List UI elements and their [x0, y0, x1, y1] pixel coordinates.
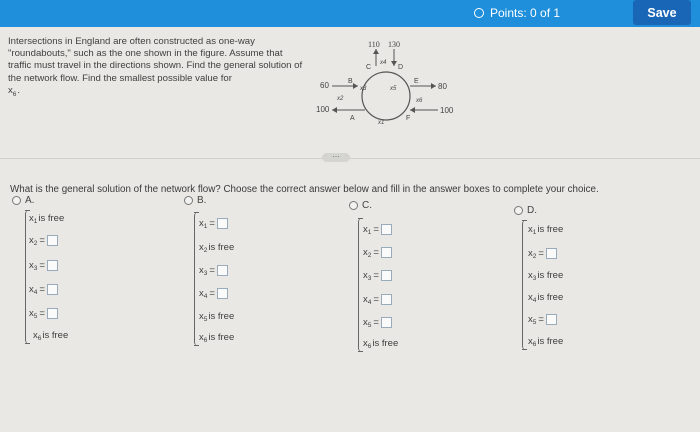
var: x: [363, 270, 368, 281]
text: =: [39, 284, 45, 295]
top-value-2: 130: [388, 40, 400, 49]
section-divider: [0, 158, 700, 159]
a-row-5: [29, 308, 58, 319]
sub: 1: [33, 218, 38, 225]
c-row-1: [363, 224, 392, 235]
text: =: [209, 288, 215, 299]
sub: 5: [33, 313, 38, 320]
option-a[interactable]: [12, 195, 34, 206]
c-row-5: [363, 317, 392, 328]
node-E: E: [414, 78, 419, 85]
d-row-3: [528, 270, 563, 281]
var: x: [29, 308, 34, 319]
edge-x3: x3: [360, 86, 367, 92]
text: =: [39, 260, 45, 271]
text: is free: [38, 213, 65, 224]
answer-prompt: What is the general solution of the network flow? Choose the correct answer below and fill in the answer boxes to complete your choice.: [10, 184, 599, 195]
sub: 1: [367, 229, 372, 236]
points-indicator: [474, 3, 560, 23]
sub: 2: [367, 252, 372, 259]
option-c-label: C.: [362, 200, 372, 211]
sub: 6: [532, 341, 537, 348]
a-row-1: [29, 213, 64, 224]
c-row-2: [363, 247, 392, 258]
var: x: [528, 336, 533, 347]
var: x: [528, 314, 533, 325]
expand-more-button[interactable]: ⋯: [322, 153, 350, 162]
answer-box-c-x4[interactable]: [381, 294, 392, 305]
text: =: [373, 224, 379, 235]
var: x: [199, 332, 204, 343]
text: is free: [208, 311, 235, 322]
a-row-2: [29, 235, 58, 246]
edge-x5: x5: [390, 86, 397, 92]
node-D: D: [398, 64, 404, 71]
option-d-label: D.: [527, 205, 537, 216]
target-var-sub: 6: [12, 90, 17, 98]
save-button[interactable]: Save: [633, 0, 691, 25]
sub: 4: [203, 293, 208, 300]
var: x: [528, 248, 533, 259]
text: =: [373, 247, 379, 258]
var: x: [528, 292, 533, 303]
edge-x6: x6: [416, 98, 423, 104]
text: =: [39, 308, 45, 319]
text: =: [209, 218, 215, 229]
brace-a: [25, 210, 30, 344]
var: x: [528, 224, 533, 235]
answer-box-b-x3[interactable]: [217, 265, 228, 276]
var: x: [199, 218, 204, 229]
d-row-6: [528, 336, 563, 347]
var: x: [199, 311, 204, 322]
circle-icon: [474, 8, 484, 18]
text: =: [373, 294, 379, 305]
target-var-letter: x: [8, 84, 13, 96]
brace-d: [522, 220, 527, 350]
d-row-2: [528, 248, 557, 259]
a-row-4: [29, 284, 58, 295]
node-F: F: [406, 115, 411, 122]
sub: 4: [33, 289, 38, 296]
answer-box-a-x3[interactable]: [47, 260, 58, 271]
var: x: [528, 270, 533, 281]
b-row-6: [199, 332, 234, 343]
node-B: B: [348, 78, 353, 85]
roundabout-ring: [362, 72, 410, 120]
c-row-4: [363, 294, 392, 305]
target-variable: $x_6$.: [8, 84, 21, 98]
network-diagram: [310, 36, 470, 126]
text: is free: [208, 242, 235, 253]
answer-box-c-x3[interactable]: [381, 270, 392, 281]
text: =: [538, 248, 544, 259]
arrowhead-icon: [410, 107, 415, 113]
sub: 5: [532, 319, 537, 326]
text: =: [373, 270, 379, 281]
left-value-100: 100: [316, 105, 330, 114]
text: =: [373, 317, 379, 328]
var: x: [33, 330, 38, 341]
text: is free: [42, 330, 69, 341]
var: x: [363, 224, 368, 235]
question-text: [8, 36, 304, 98]
var: x: [29, 235, 34, 246]
right-value-80: 80: [438, 82, 447, 91]
sub: 6: [37, 335, 42, 342]
arrowhead-icon: [332, 107, 337, 113]
answer-box-b-x1[interactable]: [217, 218, 228, 229]
text: is free: [537, 224, 564, 235]
radio-b[interactable]: [184, 196, 193, 205]
node-A: A: [350, 115, 355, 122]
sub: 2: [203, 247, 208, 254]
edge-x2: x2: [337, 96, 344, 102]
sub: 3: [532, 275, 537, 282]
sub: 4: [367, 299, 372, 306]
brace-c: [358, 218, 363, 352]
answer-box-c-x1[interactable]: [381, 224, 392, 235]
arrowhead-icon: [431, 83, 436, 89]
answer-box-a-x2[interactable]: [47, 235, 58, 246]
text: is free: [372, 338, 399, 349]
edge-x1: x1: [378, 120, 385, 126]
answer-box-d-x5[interactable]: [546, 314, 557, 325]
arrowhead-icon: [353, 83, 358, 89]
left-value-60: 60: [320, 81, 329, 90]
var: x: [363, 317, 368, 328]
points-text: Points: 0 of 1: [490, 6, 561, 20]
arrowhead-icon: [391, 61, 397, 66]
sub: 6: [367, 343, 372, 350]
answer-box-c-x2[interactable]: [381, 247, 392, 258]
a-row-6: [33, 330, 68, 341]
sub: 3: [367, 275, 372, 282]
brace-b: [194, 212, 199, 346]
c-row-3: [363, 270, 392, 281]
right-value-100: 100: [440, 106, 454, 115]
c-row-6: [363, 338, 398, 349]
d-row-4: [528, 292, 563, 303]
var: x: [363, 247, 368, 258]
top-bar: [0, 0, 700, 27]
top-value-1: 110: [368, 40, 380, 49]
d-row-5: [528, 314, 557, 325]
option-c[interactable]: [349, 200, 372, 211]
var: x: [29, 284, 34, 295]
text: =: [209, 265, 215, 276]
text: =: [538, 314, 544, 325]
sub: 3: [33, 265, 38, 272]
b-row-5: [199, 311, 234, 322]
sub: 1: [203, 223, 208, 230]
sub: 2: [33, 240, 38, 247]
b-row-3: [199, 265, 228, 276]
answer-box-a-x4[interactable]: [47, 284, 58, 295]
answer-box-b-x4[interactable]: [217, 288, 228, 299]
answer-box-d-x2[interactable]: [546, 248, 557, 259]
option-b[interactable]: [184, 195, 206, 206]
b-row-4: [199, 288, 228, 299]
option-b-label: B.: [197, 195, 207, 206]
var: x: [199, 265, 204, 276]
text: =: [39, 235, 45, 246]
node-C: C: [366, 64, 372, 71]
radio-d[interactable]: [514, 206, 523, 215]
text: is free: [537, 270, 564, 281]
a-row-3: [29, 260, 58, 271]
sub: 5: [367, 322, 372, 329]
sub: 4: [532, 297, 537, 304]
text: is free: [537, 292, 564, 303]
radio-c[interactable]: [349, 201, 358, 210]
var: x: [199, 288, 204, 299]
question-body: Intersections in England are often constructed as one-way "roundabouts," such as the one shown in the figure. Assume that traffic must travel in the directions shown. Find the general solution of the network flow. Find the smallest possible value for: [8, 36, 303, 84]
var: x: [363, 294, 368, 305]
var: x: [363, 338, 368, 349]
b-row-1: [199, 218, 228, 229]
option-d[interactable]: [514, 205, 537, 216]
sub: 5: [203, 316, 208, 323]
sub: 1: [532, 229, 537, 236]
option-a-label: A.: [25, 195, 35, 206]
sub: 2: [532, 253, 537, 260]
b-row-2: [199, 242, 234, 253]
edge-x4: x4: [380, 60, 387, 66]
var: x: [29, 260, 34, 271]
sub: 6: [203, 337, 208, 344]
var: x: [29, 213, 34, 224]
arrowhead-icon: [373, 49, 379, 54]
radio-a[interactable]: [12, 196, 21, 205]
answer-box-a-x5[interactable]: [47, 308, 58, 319]
var: x: [199, 242, 204, 253]
text: is free: [537, 336, 564, 347]
text: is free: [208, 332, 235, 343]
d-row-1: [528, 224, 563, 235]
answer-box-c-x5[interactable]: [381, 317, 392, 328]
sub: 3: [203, 270, 208, 277]
